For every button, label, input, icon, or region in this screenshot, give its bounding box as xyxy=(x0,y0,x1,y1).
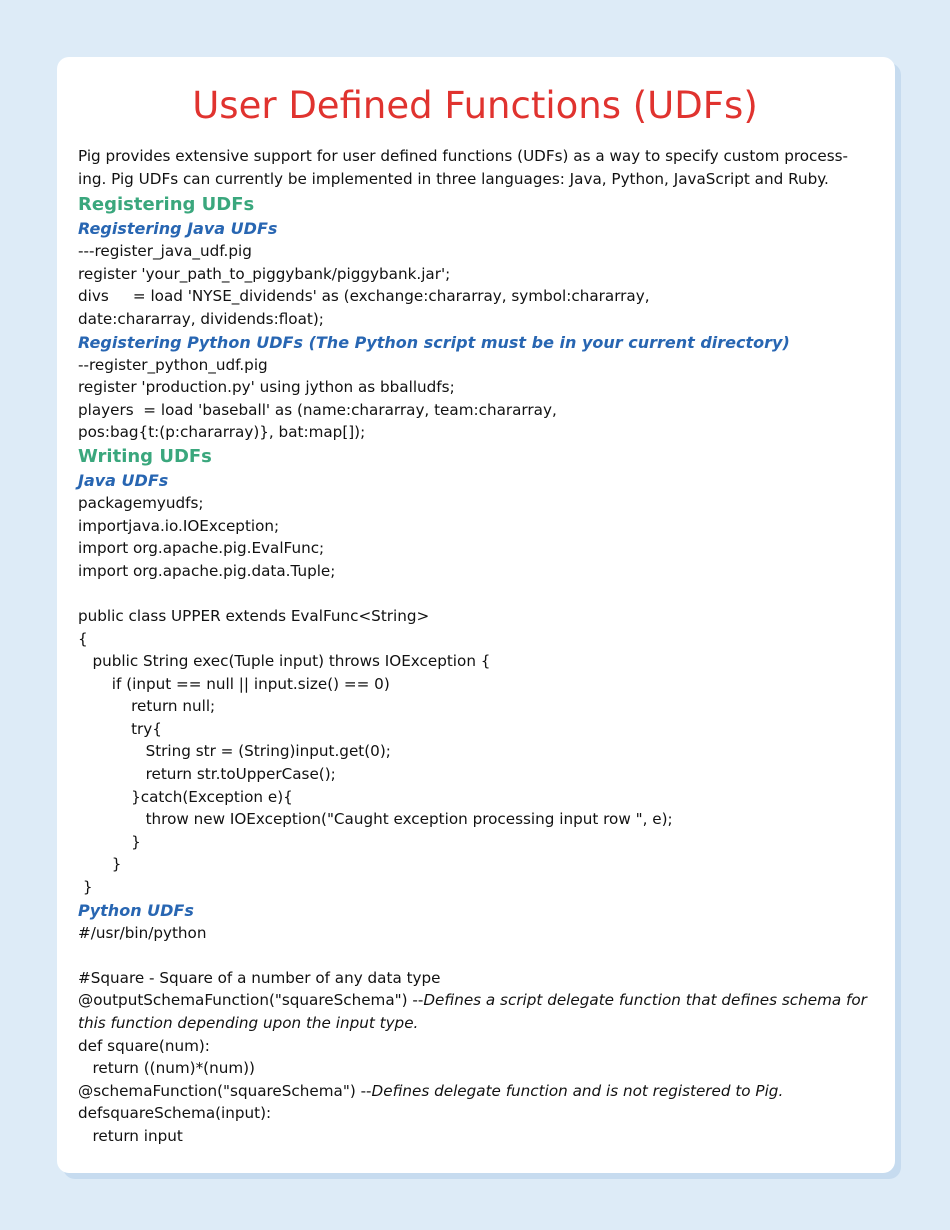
code-line: import org.apache.pig.data.Tuple; xyxy=(78,561,336,580)
code-line: if (input == null || input.size() == 0) xyxy=(78,674,390,693)
code-line: } xyxy=(78,832,141,851)
code-line-output-schema: @outputSchemaFunction("squareSchema") --Defines a script delegate function that defines schema for xyxy=(78,991,867,1010)
code-line: import org.apache.pig.EvalFunc; xyxy=(78,539,325,558)
code-line: { xyxy=(78,629,88,648)
code-line: register 'production.py' using jython as bballudfs; xyxy=(78,378,455,397)
code-line: importjava.io.IOException; xyxy=(78,516,280,535)
python-udf-code-square xyxy=(78,1035,868,1080)
python-udf-code-schema xyxy=(78,1102,868,1147)
code-line: } xyxy=(78,855,122,874)
code-line: players = load 'baseball' as (name:chararray, team:chararray, xyxy=(78,400,557,419)
python-registration-code xyxy=(78,354,868,444)
document-body xyxy=(78,145,868,1148)
intro-paragraph: Pig provides extensive support for user defined functions (UDFs) as a way to specify custom process-ing. Pig UDFs can currently be implemented in three languages: Java, Python, JavaScript and Ruby. xyxy=(78,147,849,188)
code-line: divs = load 'NYSE_dividends' as (exchange:chararray, symbol:chararray, xyxy=(78,287,650,306)
subheading-registering-python: Registering Python UDFs (The Python script must be in your current directory) xyxy=(78,332,790,352)
heading-registering-udfs: Registering UDFs xyxy=(78,194,255,216)
code-line: pos:bag{t:(p:chararray)}, bat:map[]); xyxy=(78,423,366,442)
code-line: return null; xyxy=(78,697,216,716)
java-registration-code xyxy=(78,240,868,330)
code-line: packagemyudfs; xyxy=(78,493,204,512)
code-line: --register_python_udf.pig xyxy=(78,355,268,374)
code-line: } xyxy=(78,878,93,897)
code-line: public class UPPER extends EvalFunc<String> xyxy=(78,606,430,625)
code-line-output-schema-note: this function depending upon the input type. xyxy=(78,1014,419,1032)
python-udf-code-header xyxy=(78,922,868,990)
java-udf-code xyxy=(78,492,868,899)
code-line: String str = (String)input.get(0); xyxy=(78,742,391,761)
code-line: register 'your_path_to_piggybank/piggybank.jar'; xyxy=(78,264,451,283)
page-title: User Defined Functions (UDFs) xyxy=(192,84,758,127)
heading-writing-udfs: Writing UDFs xyxy=(78,445,212,467)
code-line: #/usr/bin/python xyxy=(78,923,207,942)
code-line: date:chararray, dividends:float); xyxy=(78,309,324,328)
code-line-schema-function: @schemaFunction("squareSchema") --Defines delegate function and is not registered to Pig. xyxy=(78,1081,784,1100)
code-line: return input xyxy=(78,1126,183,1145)
code-line: return ((num)*(num)) xyxy=(78,1059,255,1078)
code-line: try{ xyxy=(78,719,162,738)
code-line: public String exec(Tuple input) throws IOException { xyxy=(78,652,491,671)
code-line: throw new IOException("Caught exception processing input row ", e); xyxy=(78,810,673,829)
code-line: defsquareSchema(input): xyxy=(78,1104,272,1123)
code-line: ---register_java_udf.pig xyxy=(78,242,252,261)
code-line: #Square - Square of a number of any data type xyxy=(78,968,441,987)
code-line: def square(num): xyxy=(78,1036,210,1055)
subheading-java-udfs: Java UDFs xyxy=(78,470,169,490)
subheading-python-udfs: Python UDFs xyxy=(78,900,194,920)
subheading-registering-java: Registering Java UDFs xyxy=(78,219,278,239)
code-line: }catch(Exception e){ xyxy=(78,787,293,806)
code-line xyxy=(78,944,868,967)
code-line: return str.toUpperCase(); xyxy=(78,765,336,784)
code-line xyxy=(78,582,868,605)
